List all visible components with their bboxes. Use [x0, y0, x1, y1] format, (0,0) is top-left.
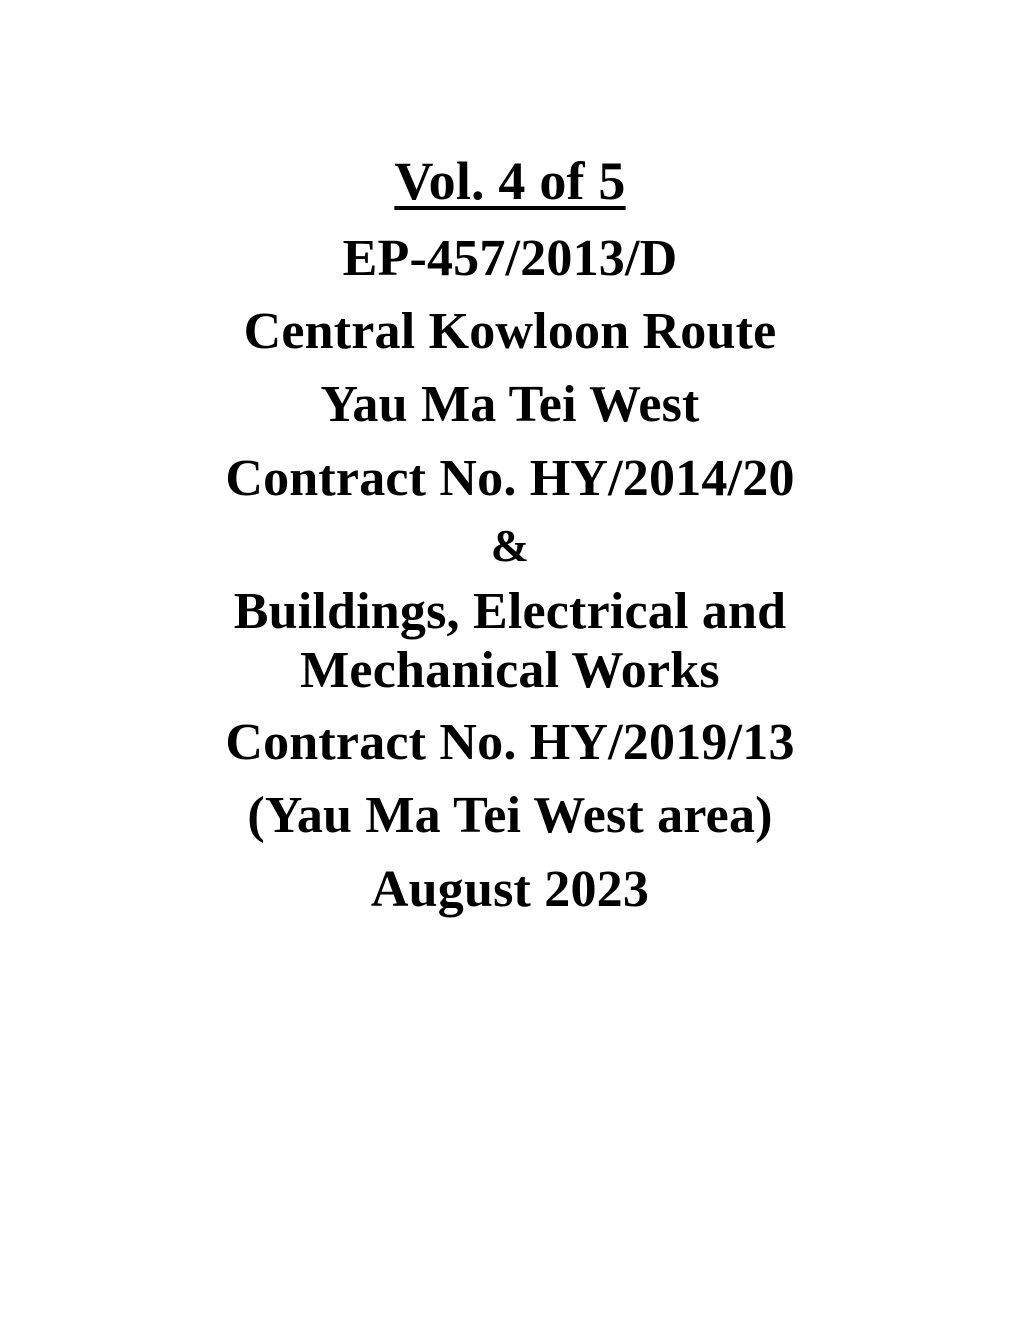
contract-number-secondary: Contract No. HY/2019/13 — [225, 713, 795, 771]
volume-label: Vol. 4 of 5 — [394, 151, 626, 211]
project-name: Central Kowloon Route — [243, 303, 777, 361]
conjunction-ampersand: & — [490, 520, 530, 572]
project-area: Yau Ma Tei West — [320, 376, 700, 434]
document-date: August 2023 — [370, 860, 650, 918]
reference-code: EP-457/2013/D — [342, 229, 678, 287]
area-note: (Yau Ma Tei West area) — [247, 787, 773, 845]
works-description: Buildings, Electrical and Mechanical Works — [233, 583, 800, 699]
title-block — [90, 150, 930, 920]
contract-number-primary: Contract No. HY/2014/20 — [225, 449, 795, 507]
